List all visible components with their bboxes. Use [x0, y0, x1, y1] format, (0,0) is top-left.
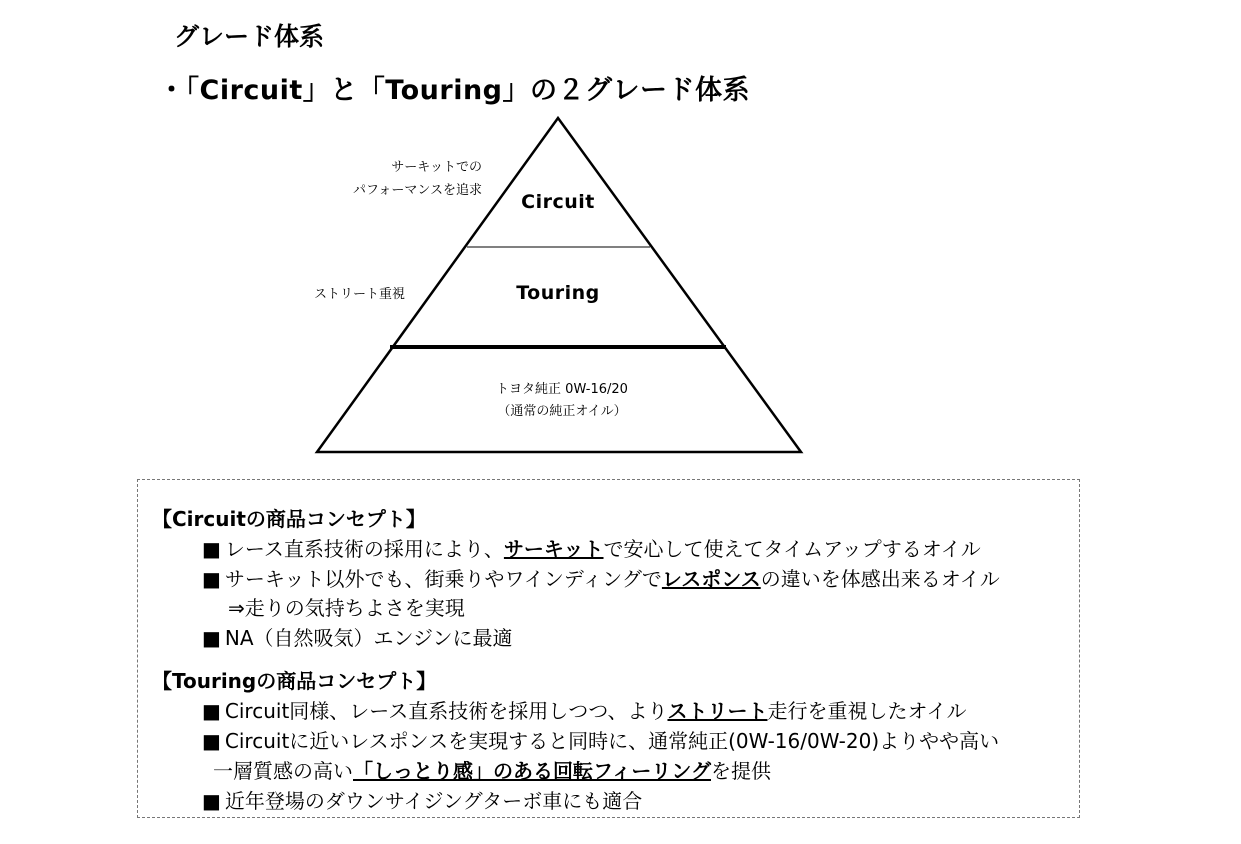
touring-bullet-1: ■ Circuit同様、レース直系技術を採用しつつ、よりストリート走行を重視したオイル	[202, 699, 967, 723]
touring-bullet-2-cont: 一層質感の高い「しっとり感」のある回転フィーリングを提供	[213, 759, 771, 783]
touring-bullet-3: ■ 近年登場のダウンサイジングターボ車にも適合	[202, 789, 643, 813]
tier-circuit-label: Circuit	[521, 191, 595, 213]
touring-concept-heading: 【Touringの商品コンセプト】	[152, 669, 437, 693]
circuit-bullet-1: ■ レース直系技術の採用により、サーキットで安心して使えてタイムアップするオイル	[202, 537, 981, 561]
circuit-side-label: サーキットでの パフォーマンスを追求	[353, 160, 482, 198]
circuit-bullet-2: ■ サーキット以外でも、街乗りやワインディングでレスポンスの違いを体感出来るオイル	[202, 567, 1000, 591]
circuit-bullet-3: ■ NA（自然吸気）エンジンに最適	[202, 626, 513, 650]
touring-side-label: ストリート重視	[313, 287, 405, 302]
tier-base-label: トヨタ純正 0W-16/20 （通常の純正オイル）	[496, 382, 628, 419]
tier-touring-label: Touring	[516, 282, 600, 304]
circuit-concept-heading: 【Circuitの商品コンセプト】	[152, 507, 426, 531]
circuit-bullet-2-cont: ⇒走りの気持ちよさを実現	[228, 596, 465, 620]
page-title: グレード体系	[174, 22, 325, 51]
touring-bullet-2: ■ Circuitに近いレスポンスを実現すると同時に、通常純正(0W-16/0W-20)よりやや高い	[202, 729, 1000, 753]
page-subtitle: ・「Circuit」と「Touring」の２グレード体系	[158, 75, 750, 106]
